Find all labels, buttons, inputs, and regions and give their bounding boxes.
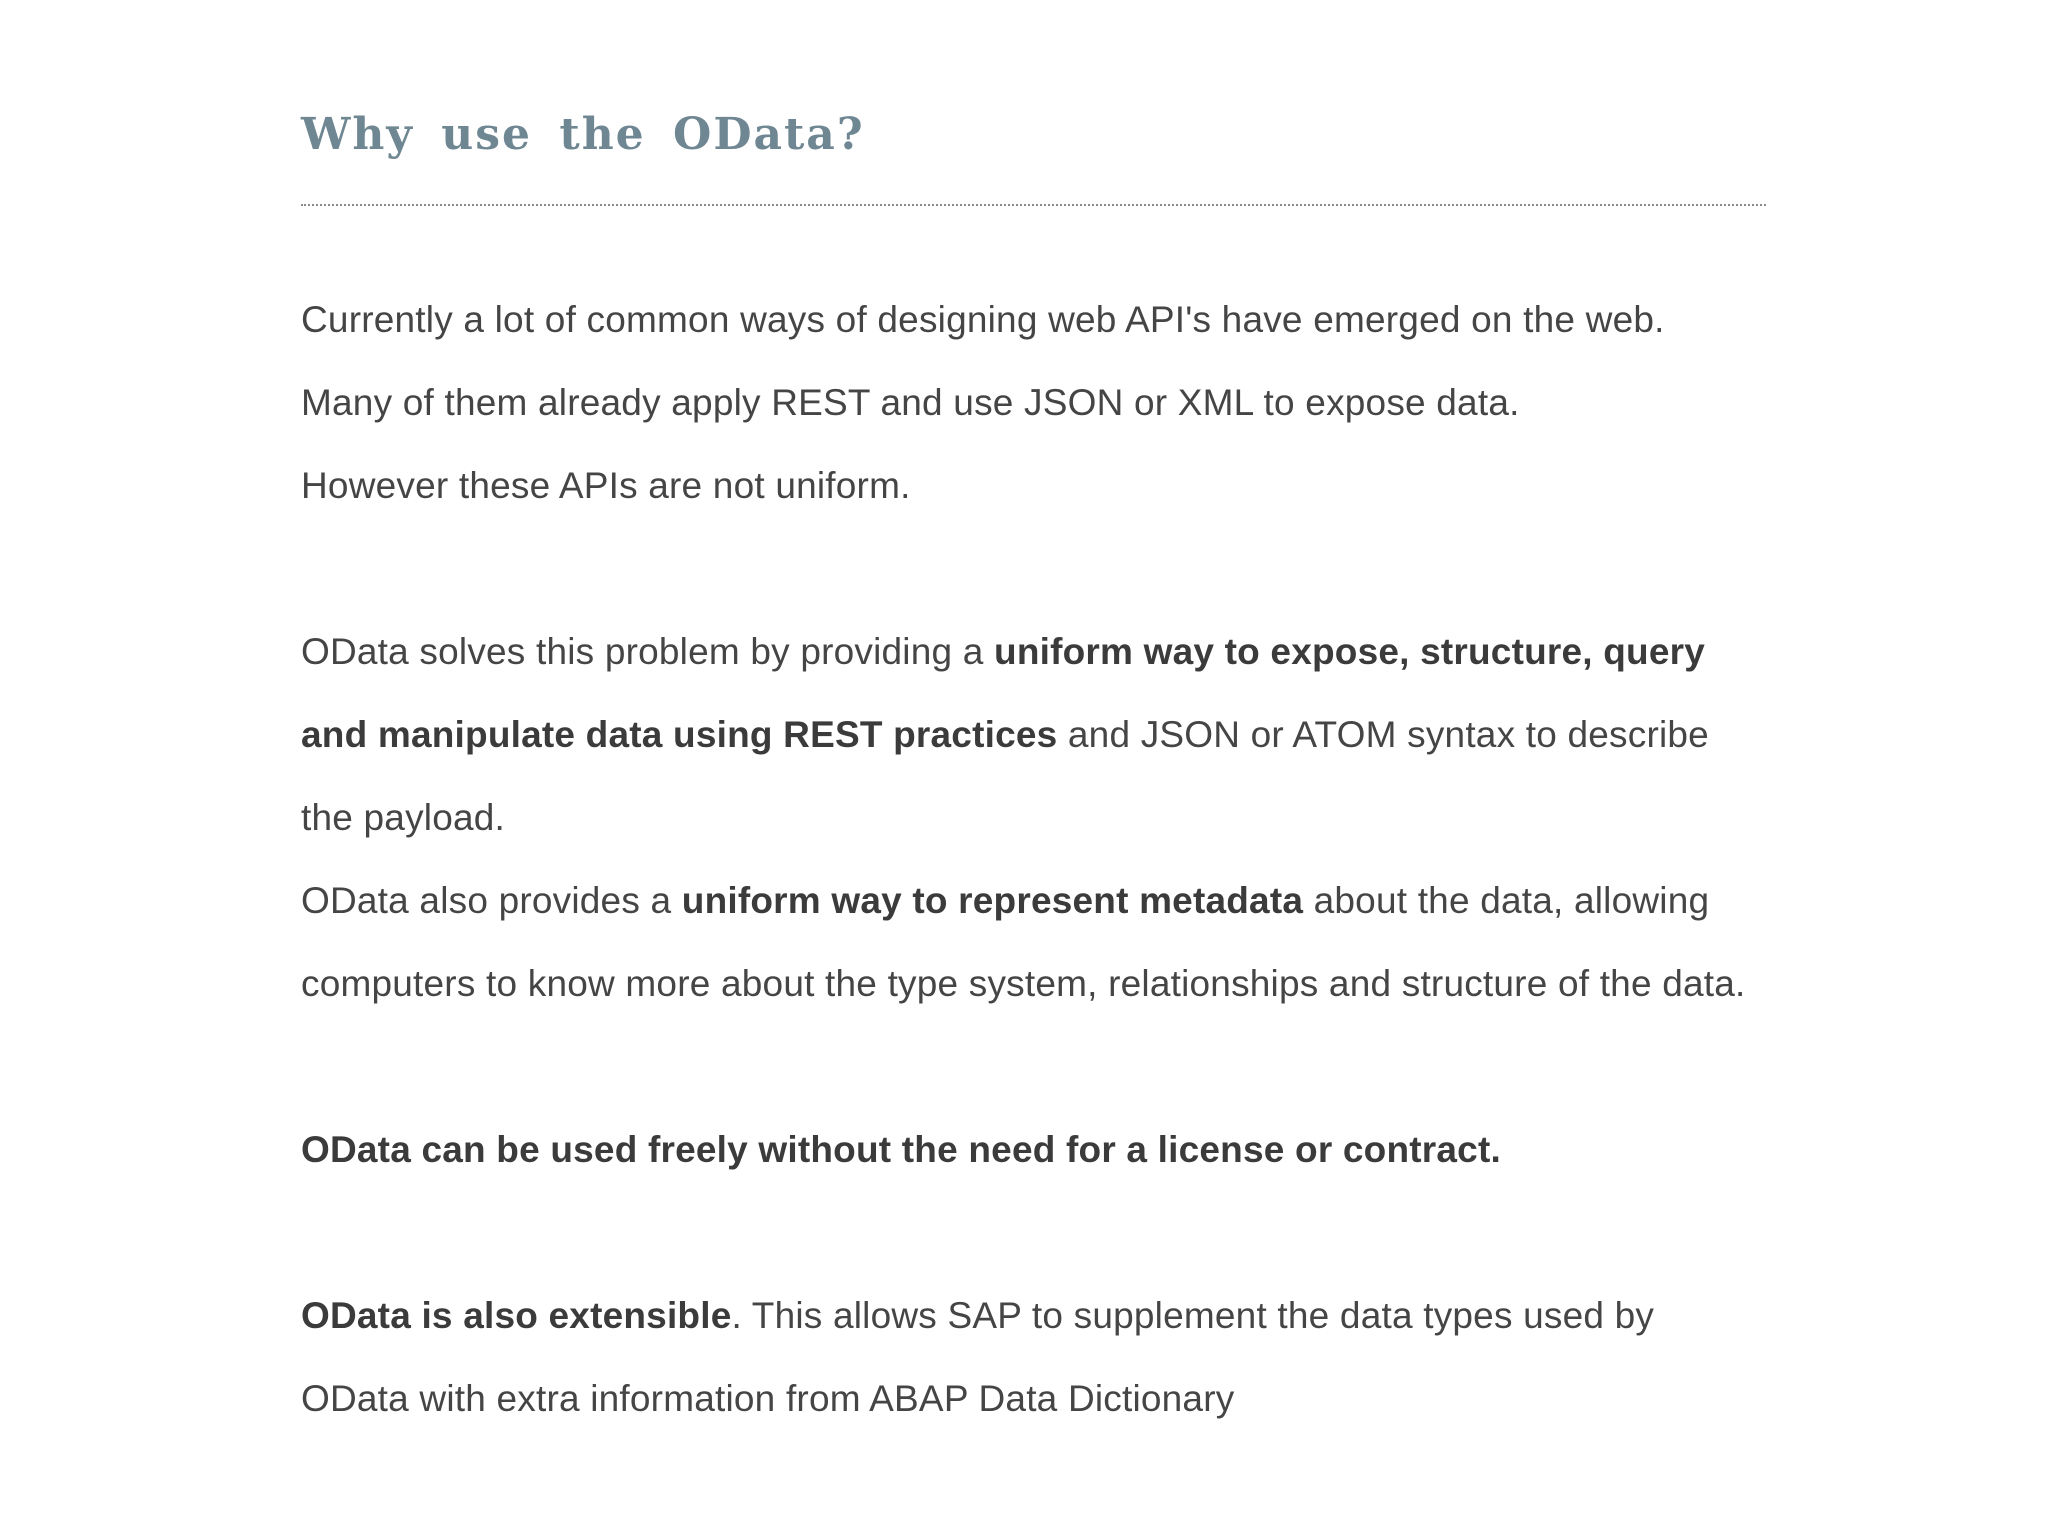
- paragraph-extensible: [301, 1274, 1766, 1440]
- page-title: Why use the OData?: [301, 109, 865, 160]
- metadata-emphasis: uniform way to represent metadata: [681, 880, 1304, 921]
- paragraph-metadata: [301, 859, 1766, 1025]
- article: [301, 92, 1766, 1440]
- extensible-emphasis: OData is also extensible: [301, 1295, 732, 1336]
- odata-uniform-way-emphasis: uniform way to expose, structure, query and manipulate data using REST practices: [301, 631, 1705, 755]
- metadata-intro-text: OData also provides a: [301, 880, 682, 921]
- paragraph-spacer: [301, 1191, 1766, 1274]
- paragraph-spacer: [301, 527, 1766, 610]
- paragraph-odata-solves: [301, 610, 1766, 859]
- title-divider: [301, 204, 1766, 206]
- paragraph-not-uniform: However these APIs are not uniform.: [301, 465, 911, 506]
- extensible-description-text: . This allows SAP to supplement the data types used by OData with extra information from ABAP Data Dictionary: [301, 1295, 1655, 1419]
- paragraph-license: OData can be used freely without the need for a license or contract.: [301, 1129, 1501, 1170]
- odata-solves-text: OData solves this problem by providing a: [301, 631, 995, 672]
- paragraph-web-apis: Currently a lot of common ways of designing web API's have emerged on the web. Many of them already apply REST and use JSON or XML to expose data.: [301, 299, 1665, 423]
- odata-payload-text: and JSON or ATOM syntax to describe the payload.: [301, 714, 1709, 838]
- metadata-description-text: about the data, allowing computers to know more about the type system, relationships and structure of the data.: [301, 880, 1746, 1004]
- paragraph-spacer: [301, 1025, 1766, 1108]
- article-body: [301, 278, 1766, 1440]
